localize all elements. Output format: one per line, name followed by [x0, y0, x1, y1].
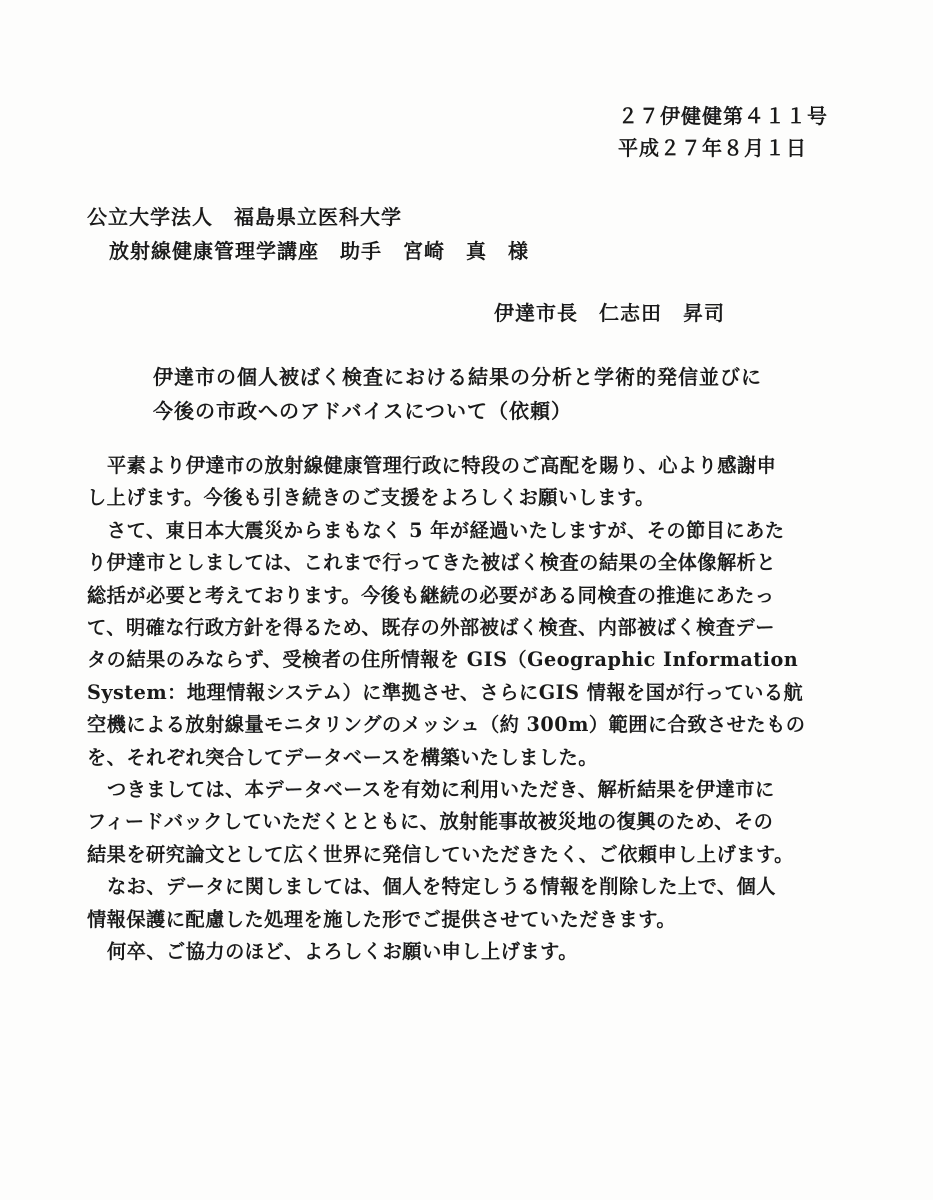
body-line: つきましては、本データベースを有効に利用いただき、解析結果を伊達市に: [107, 778, 775, 802]
subject-line-2: 今後の市政へのアドバイスについて（依頼）: [153, 399, 572, 423]
reference-number: ２７伊健健第４１１号: [618, 104, 828, 128]
letter-body: [87, 450, 832, 969]
letter-date: 平成２７年８月１日: [618, 136, 807, 160]
body-line: タの結果のみならず、受検者の住所情報を GIS（Geographic Information: [87, 648, 799, 672]
recipient-department-person: 放射線健康管理学講座 助手 宮崎 真 様: [109, 239, 529, 263]
body-line: 空機による放射線量モニタリングのメッシュ（約 300m）範囲に合致させたもの: [87, 713, 806, 737]
body-line: さて、東日本大震災からまもなく 5 年が経過いたしますが、その節目にあた: [107, 518, 785, 542]
recipient-block: [87, 200, 529, 268]
body-line: 情報保護に配慮した処理を施した形でご提供させていただきます。: [87, 907, 677, 931]
body-line: なお、データに関しましては、個人を特定しうる情報を削除した上で、個人: [107, 875, 776, 899]
body-line: り伊達市としましては、これまで行ってきた被ばく検査の結果の全体像解析と: [87, 551, 777, 575]
subject-line-1: 伊達市の個人被ばく検査における結果の分析と学術的発信並びに: [153, 365, 762, 389]
body-line: 平素より伊達市の放射線健康管理行政に特段のご高配を賜り、心より感謝申: [107, 454, 777, 477]
body-line: て、明確な行政方針を得るため、既存の外部被ばく検査、内部被ばく検査デー: [87, 616, 775, 640]
body-line: 結果を研究論文として広く世界に発信していただきたく、ご依頼申し上げます。: [87, 842, 794, 866]
body-line: System：地理情報システム）に準拠させ、さらにGIS 情報を国が行っている航: [87, 680, 804, 704]
body-line: 何卒、ご協力のほど、よろしくお願い申し上げます。: [107, 940, 578, 964]
subject-block: [153, 360, 762, 428]
body-line: を、それぞれ突合してデータベースを構築いたしました。: [87, 745, 598, 769]
recipient-organization: 公立大学法人 福島県立医科大学: [87, 205, 402, 229]
body-line: し上げます。今後も引き続きのご支援をよろしくお願いします。: [87, 486, 655, 510]
body-line: フィードバックしていただくとともに、放射能事故被災地の復興のため、その: [87, 810, 774, 834]
letter-header: [618, 100, 828, 164]
sender-name: 伊達市長 仁志田 昇司: [494, 301, 725, 325]
body-line: 総括が必要と考えております。今後も継続の必要がある同検査の推進にあたっ: [87, 583, 775, 607]
